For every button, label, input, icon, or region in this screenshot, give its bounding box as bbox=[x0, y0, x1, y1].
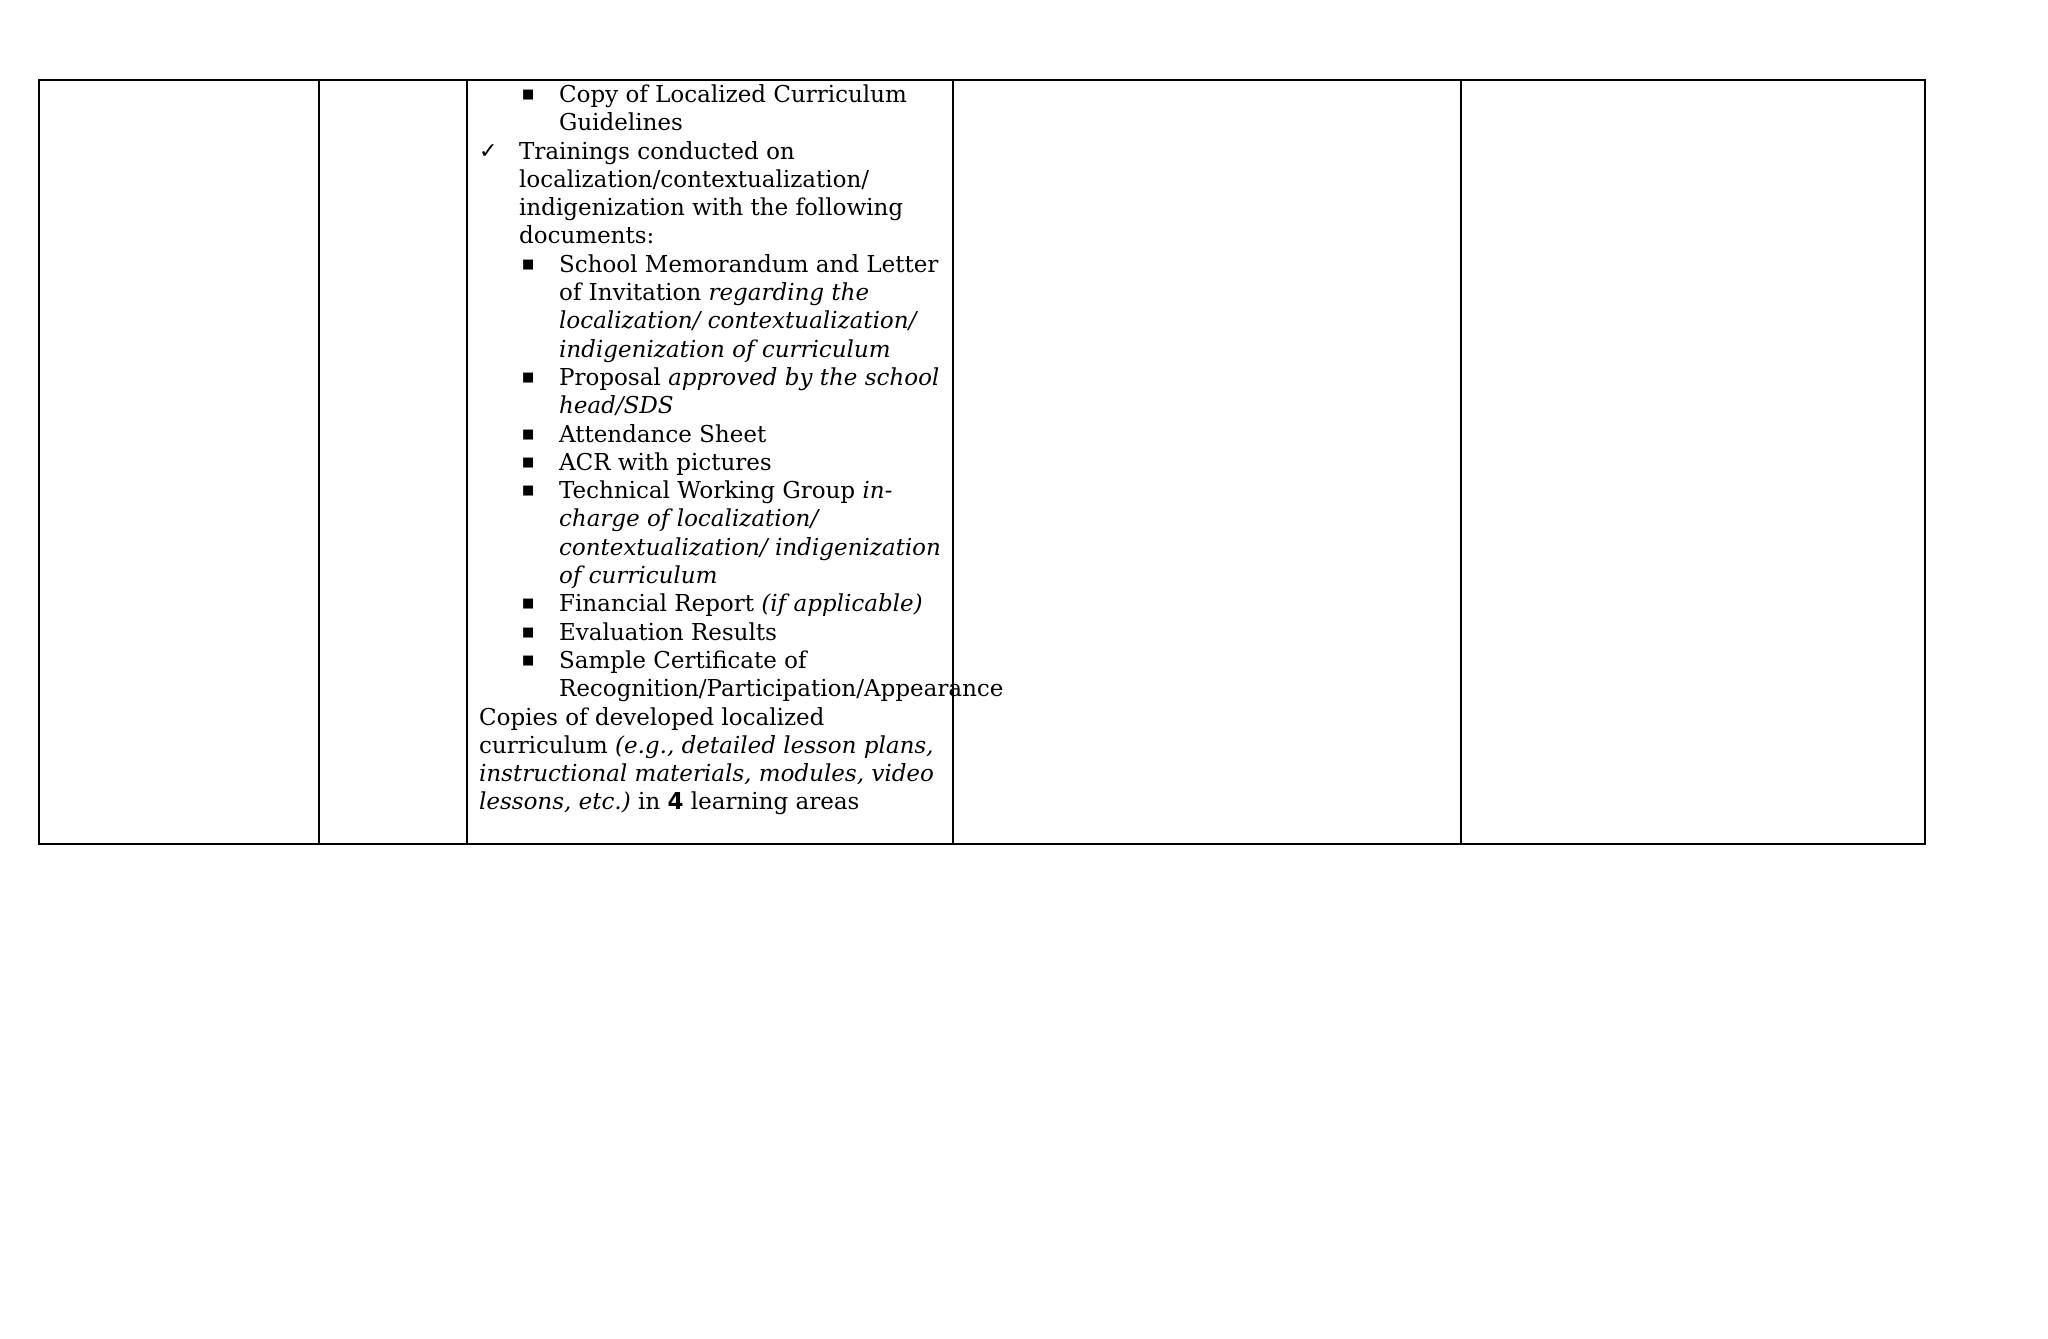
list-item bbox=[522, 421, 944, 449]
list-item-qualifier: regarding the localization/ contextualization/ indigenization of curriculum bbox=[559, 280, 917, 363]
list-item-qualifier: approved by the school head/SDS bbox=[559, 364, 940, 420]
square-bullet-icon: ■ bbox=[522, 483, 535, 499]
list-item bbox=[522, 590, 944, 618]
table-row bbox=[39, 80, 1925, 844]
table-cell-col4 bbox=[953, 80, 1461, 844]
list-item-text: Copy of Localized Curriculum Guidelines bbox=[559, 82, 907, 137]
list-item-text: School Memorandum and Letter of Invitation bbox=[559, 251, 939, 307]
square-bullet-icon: ■ bbox=[522, 256, 535, 272]
table-cell-col1 bbox=[39, 80, 319, 844]
table-cell-col2 bbox=[319, 80, 467, 844]
copies-tail: learning areas bbox=[683, 789, 860, 816]
trainings-intro: Trainings conducted on localization/contextualization/ indigenization with the following documents: bbox=[519, 138, 904, 250]
list-item bbox=[522, 81, 944, 138]
list-item-text: Sample Certificate of Recognition/Participation/Appearance bbox=[559, 647, 1004, 703]
list-item bbox=[522, 364, 944, 421]
list-item bbox=[522, 619, 944, 647]
list-item-text: Proposal bbox=[559, 364, 669, 391]
requirements-table bbox=[38, 79, 1926, 845]
list-item-text: Attendance Sheet bbox=[559, 421, 767, 448]
documents-content bbox=[468, 81, 1004, 817]
list-item bbox=[522, 251, 944, 364]
copies-lead: Copies of developed localized curriculum bbox=[479, 704, 825, 759]
trainings-check-item bbox=[479, 138, 944, 251]
checkmark-icon: ✓ bbox=[479, 138, 498, 164]
table-cell-documents bbox=[467, 80, 1004, 844]
square-bullet-icon: ■ bbox=[522, 454, 535, 470]
learning-area-count: 4 bbox=[667, 789, 684, 816]
square-bullet-icon: ■ bbox=[522, 369, 535, 385]
list-item-text: Technical Working Group bbox=[559, 478, 863, 505]
square-bullet-icon: ■ bbox=[522, 426, 535, 442]
list-item bbox=[522, 449, 944, 477]
copies-paragraph bbox=[479, 704, 944, 817]
list-item-qualifier: in-charge of localization/ contextualization/ indigenization of curriculum bbox=[559, 478, 941, 590]
list-item bbox=[522, 477, 944, 590]
list-item bbox=[522, 647, 1004, 704]
top-document-list bbox=[479, 81, 944, 138]
list-item-text: ACR with pictures bbox=[559, 449, 772, 476]
list-item-text: Evaluation Results bbox=[559, 619, 777, 646]
list-item-text: Financial Report bbox=[559, 591, 762, 618]
square-bullet-icon: ■ bbox=[522, 652, 535, 668]
square-bullet-icon: ■ bbox=[522, 624, 535, 640]
list-item-qualifier: (if applicable) bbox=[761, 591, 923, 618]
table-cell-col5 bbox=[1461, 80, 1925, 844]
square-bullet-icon: ■ bbox=[522, 87, 535, 102]
trainings-document-list bbox=[479, 251, 1004, 704]
copies-mid: in bbox=[630, 789, 668, 816]
square-bullet-icon: ■ bbox=[522, 596, 535, 612]
copies-examples: (e.g., detailed lesson plans, instructional materials, modules, video lessons, etc.) bbox=[479, 732, 934, 816]
